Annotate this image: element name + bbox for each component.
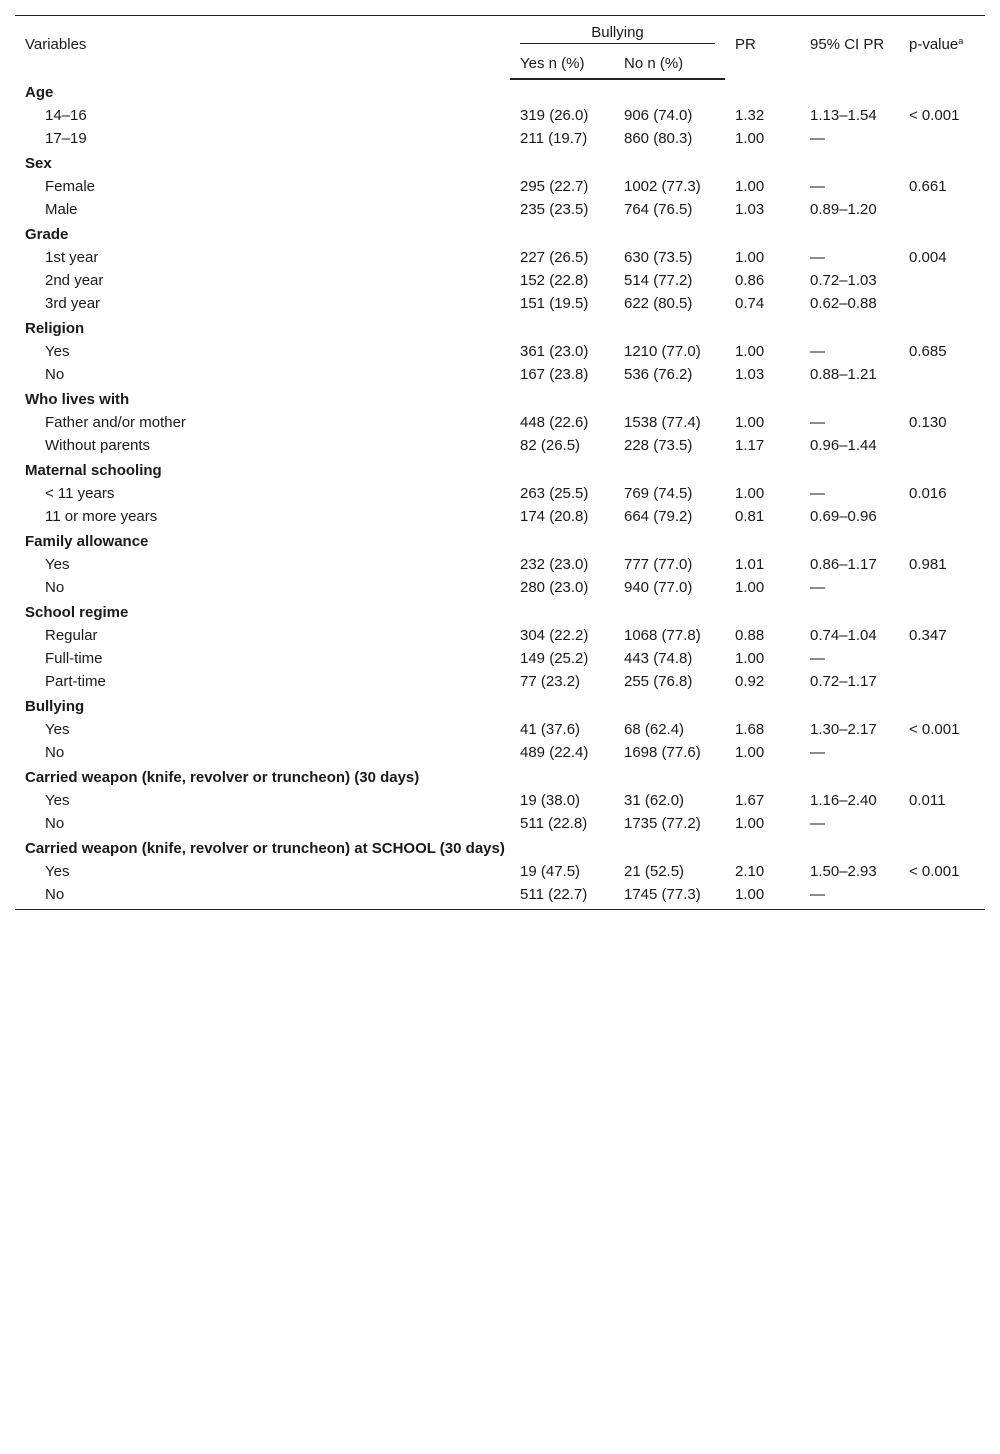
table-body xyxy=(15,79,985,910)
cell-pr: 1.00 xyxy=(735,178,765,195)
cell-no: 906 (74.0) xyxy=(624,107,693,124)
row-label: 11 or more years xyxy=(45,508,158,525)
cell-p-value xyxy=(899,293,985,316)
header-pr: PR xyxy=(725,16,800,80)
cell-ci: 0.89–1.20 xyxy=(810,201,877,218)
table-row xyxy=(15,577,985,600)
cell-pr: 1.00 xyxy=(725,884,800,910)
cell-pr: 1.00 xyxy=(735,815,765,832)
table-row xyxy=(15,648,985,671)
table-row xyxy=(15,176,985,199)
table-row xyxy=(15,625,985,648)
section-header-row xyxy=(15,836,985,861)
header-ci: 95% CI PR xyxy=(800,16,899,80)
row-label: 2nd year xyxy=(45,272,104,289)
header-p-footnote: a xyxy=(958,36,964,46)
cell-ci: — xyxy=(810,485,825,502)
cell-p-value xyxy=(899,648,985,671)
header-group-bullying xyxy=(510,16,725,50)
cell-pr: 1.00 xyxy=(735,744,765,761)
cell-pr: 1.68 xyxy=(735,721,765,738)
row-label: 1st year xyxy=(45,249,99,266)
cell-no: 1068 (77.8) xyxy=(624,627,701,644)
cell-p-value xyxy=(899,364,985,387)
cell-yes: 19 (38.0) xyxy=(520,792,581,809)
cell-yes: 489 (22.4) xyxy=(520,744,589,761)
cell-no: 630 (73.5) xyxy=(624,249,693,266)
section-header-row xyxy=(15,151,985,176)
table-row xyxy=(15,247,985,270)
cell-ci: 0.74–1.04 xyxy=(810,627,877,644)
cell-no: 777 (77.0) xyxy=(624,556,693,573)
cell-pr: 0.88 xyxy=(735,627,765,644)
table-row xyxy=(15,861,985,884)
cell-pr: 1.00 xyxy=(735,650,765,667)
cell-ci: 0.88–1.21 xyxy=(810,366,877,383)
cell-no: 860 (80.3) xyxy=(624,130,693,147)
cell-ci: — xyxy=(810,343,825,360)
row-label: Yes xyxy=(45,863,70,880)
cell-ci: 0.72–1.17 xyxy=(810,673,877,690)
table-row xyxy=(15,128,985,151)
cell-p-value xyxy=(899,506,985,529)
header-p-label: p-value xyxy=(909,36,959,53)
row-label: Part-time xyxy=(45,673,106,690)
row-label: Without parents xyxy=(45,437,151,454)
section-title: Carried weapon (knife, revolver or truncheon) (30 days) xyxy=(25,769,420,786)
cell-p-value: 0.004 xyxy=(909,249,947,266)
table-row xyxy=(15,270,985,293)
header-p-value xyxy=(899,16,985,80)
section-header-row xyxy=(15,694,985,719)
cell-ci: — xyxy=(810,178,825,195)
cell-p-value: 0.661 xyxy=(909,178,947,195)
header-variables: Variables xyxy=(15,16,510,80)
section-title: Carried weapon (knife, revolver or truncheon) at SCHOOL (30 days) xyxy=(25,840,505,857)
row-label: Full-time xyxy=(45,650,103,667)
cell-p-value: < 0.001 xyxy=(909,863,960,880)
row-label: Regular xyxy=(45,627,98,644)
section-title: Bullying xyxy=(25,698,85,715)
row-label: Yes xyxy=(45,556,70,573)
cell-pr: 1.00 xyxy=(735,130,765,147)
cell-pr: 0.74 xyxy=(735,295,765,312)
table-row xyxy=(15,293,985,316)
cell-p-value xyxy=(899,128,985,151)
cell-ci: 1.50–2.93 xyxy=(810,863,877,880)
cell-ci: 0.96–1.44 xyxy=(810,437,877,454)
cell-p-value: 0.981 xyxy=(909,556,947,573)
cell-no: 1002 (77.3) xyxy=(624,178,701,195)
table-row xyxy=(15,742,985,765)
cell-ci: 0.69–0.96 xyxy=(810,508,877,525)
cell-no: 664 (79.2) xyxy=(624,508,693,525)
section-header-row xyxy=(15,600,985,625)
cell-ci: — xyxy=(800,884,899,910)
cell-p-value xyxy=(899,884,985,910)
row-label: 14–16 xyxy=(45,107,87,124)
table-row xyxy=(15,483,985,506)
row-label: No xyxy=(15,884,510,910)
cell-no: 622 (80.5) xyxy=(624,295,693,312)
cell-pr: 1.00 xyxy=(735,343,765,360)
cell-no: 769 (74.5) xyxy=(624,485,693,502)
row-label: No xyxy=(45,579,65,596)
cell-ci: — xyxy=(810,249,825,266)
section-title: School regime xyxy=(25,604,129,621)
cell-no: 68 (62.4) xyxy=(624,721,685,738)
cell-p-value xyxy=(899,270,985,293)
table-row xyxy=(15,884,985,910)
row-label: 3rd year xyxy=(45,295,101,312)
section-title: Age xyxy=(25,84,54,101)
cell-yes: 235 (23.5) xyxy=(520,201,589,218)
cell-yes: 227 (26.5) xyxy=(520,249,589,266)
table-row xyxy=(15,813,985,836)
cell-pr: 1.17 xyxy=(735,437,765,454)
cell-yes: 19 (47.5) xyxy=(520,863,581,880)
cell-p-value: 0.685 xyxy=(909,343,947,360)
cell-p-value xyxy=(899,199,985,222)
cell-p-value xyxy=(899,742,985,765)
table-row xyxy=(15,105,985,128)
cell-no: 1698 (77.6) xyxy=(624,744,701,761)
cell-pr: 1.32 xyxy=(735,107,765,124)
cell-yes: 448 (22.6) xyxy=(520,414,589,431)
cell-ci: 0.72–1.03 xyxy=(810,272,877,289)
cell-ci: 1.13–1.54 xyxy=(810,107,877,124)
cell-p-value xyxy=(899,813,985,836)
cell-pr: 1.00 xyxy=(735,249,765,266)
cell-yes: 77 (23.2) xyxy=(520,673,581,690)
cell-ci: — xyxy=(810,815,825,832)
table-header xyxy=(15,16,985,80)
cell-pr: 1.00 xyxy=(735,414,765,431)
section-title: Sex xyxy=(25,155,52,172)
table-row xyxy=(15,790,985,813)
cell-yes: 174 (20.8) xyxy=(520,508,589,525)
cell-no: 940 (77.0) xyxy=(624,579,693,596)
cell-p-value: 0.011 xyxy=(909,792,946,809)
cell-pr: 1.00 xyxy=(735,485,765,502)
cell-pr: 0.92 xyxy=(735,673,765,690)
section-header-row xyxy=(15,222,985,247)
cell-pr: 1.01 xyxy=(735,556,765,573)
cell-yes: 41 (37.6) xyxy=(520,721,581,738)
cell-pr: 1.03 xyxy=(735,201,765,218)
section-header-row xyxy=(15,458,985,483)
cell-ci: 1.16–2.40 xyxy=(810,792,877,809)
cell-no: 536 (76.2) xyxy=(624,366,693,383)
row-label: Male xyxy=(45,201,78,218)
cell-yes: 280 (23.0) xyxy=(520,579,589,596)
table-row xyxy=(15,199,985,222)
table-row xyxy=(15,341,985,364)
cell-yes: 82 (26.5) xyxy=(520,437,581,454)
section-header-row xyxy=(15,79,985,105)
cell-p-value xyxy=(899,577,985,600)
cell-no: 1210 (77.0) xyxy=(624,343,701,360)
cell-yes: 295 (22.7) xyxy=(520,178,589,195)
section-title: Who lives with xyxy=(25,391,130,408)
cell-ci: 0.86–1.17 xyxy=(810,556,877,573)
table-row xyxy=(15,364,985,387)
table-row xyxy=(15,719,985,742)
row-label: No xyxy=(45,815,65,832)
row-label: Yes xyxy=(45,343,70,360)
results-table-container xyxy=(15,15,985,910)
cell-no: 255 (76.8) xyxy=(624,673,693,690)
section-header-row xyxy=(15,316,985,341)
cell-yes: 304 (22.2) xyxy=(520,627,589,644)
cell-p-value xyxy=(899,671,985,694)
cell-ci: — xyxy=(810,414,825,431)
cell-p-value: 0.130 xyxy=(909,414,947,431)
bullying-prevalence-table xyxy=(15,15,985,910)
cell-yes: 511 (22.7) xyxy=(510,884,614,910)
row-label: 17–19 xyxy=(45,130,87,147)
cell-p-value: < 0.001 xyxy=(909,107,960,124)
header-yes: Yes n (%) xyxy=(510,49,614,79)
cell-no: 514 (77.2) xyxy=(624,272,693,289)
cell-yes: 211 (19.7) xyxy=(520,130,588,147)
cell-ci: — xyxy=(810,744,825,761)
cell-no: 21 (52.5) xyxy=(624,863,685,880)
cell-yes: 319 (26.0) xyxy=(520,107,589,124)
cell-ci: — xyxy=(810,579,825,596)
section-title: Grade xyxy=(25,226,69,243)
section-title: Religion xyxy=(25,320,85,337)
cell-no: 228 (73.5) xyxy=(624,437,693,454)
table-row xyxy=(15,412,985,435)
cell-yes: 167 (23.8) xyxy=(520,366,589,383)
cell-ci: 0.62–0.88 xyxy=(810,295,877,312)
cell-p-value: 0.016 xyxy=(909,485,947,502)
cell-yes: 361 (23.0) xyxy=(520,343,589,360)
cell-no: 31 (62.0) xyxy=(624,792,685,809)
cell-yes: 232 (23.0) xyxy=(520,556,589,573)
row-label: < 11 years xyxy=(45,485,115,502)
row-label: No xyxy=(45,366,65,383)
cell-yes: 511 (22.8) xyxy=(520,815,588,832)
row-label: Father and/or mother xyxy=(45,414,186,431)
cell-p-value: < 0.001 xyxy=(909,721,960,738)
section-header-row xyxy=(15,765,985,790)
cell-pr: 0.81 xyxy=(735,508,765,525)
header-no: No n (%) xyxy=(614,49,725,79)
cell-pr: 2.10 xyxy=(735,863,765,880)
table-row xyxy=(15,671,985,694)
cell-pr: 1.00 xyxy=(735,579,765,596)
cell-p-value: 0.347 xyxy=(909,627,947,644)
cell-no: 443 (74.8) xyxy=(624,650,693,667)
section-title: Family allowance xyxy=(25,533,149,550)
cell-ci: 1.30–2.17 xyxy=(810,721,877,738)
cell-no: 1745 (77.3) xyxy=(614,884,725,910)
table-row xyxy=(15,435,985,458)
cell-no: 1735 (77.2) xyxy=(624,815,701,832)
cell-p-value xyxy=(899,435,985,458)
section-header-row xyxy=(15,387,985,412)
cell-pr: 0.86 xyxy=(735,272,765,289)
row-label: Yes xyxy=(45,792,70,809)
cell-yes: 152 (22.8) xyxy=(520,272,589,289)
row-label: Female xyxy=(45,178,96,195)
cell-pr: 1.67 xyxy=(735,792,765,809)
cell-no: 1538 (77.4) xyxy=(624,414,701,431)
table-row xyxy=(15,506,985,529)
cell-yes: 151 (19.5) xyxy=(520,295,589,312)
section-title: Maternal schooling xyxy=(25,462,162,479)
cell-pr: 1.03 xyxy=(735,366,765,383)
table-row xyxy=(15,554,985,577)
row-label: Yes xyxy=(45,721,70,738)
cell-ci: — xyxy=(810,650,825,667)
cell-no: 764 (76.5) xyxy=(624,201,693,218)
cell-yes: 149 (25.2) xyxy=(520,650,589,667)
cell-ci: — xyxy=(810,130,825,147)
section-header-row xyxy=(15,529,985,554)
row-label: No xyxy=(45,744,65,761)
header-group-label: Bullying xyxy=(520,22,715,44)
cell-yes: 263 (25.5) xyxy=(520,485,589,502)
